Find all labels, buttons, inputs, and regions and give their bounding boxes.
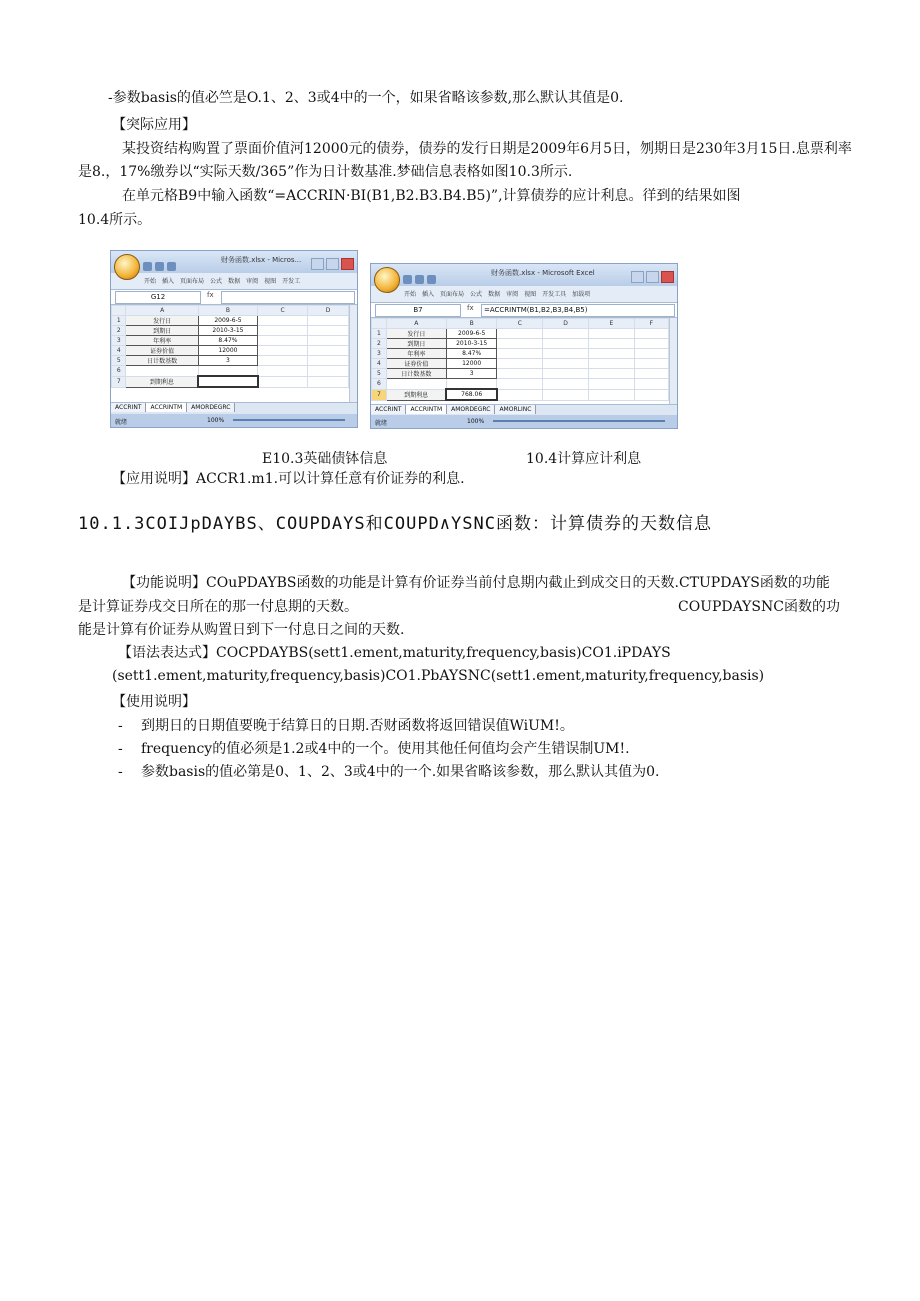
close-icon[interactable]	[661, 271, 674, 283]
close-icon[interactable]	[341, 258, 354, 270]
table-row	[112, 326, 349, 336]
ribbon-tab[interactable]: 视图	[524, 291, 537, 298]
section-label: 【突际应用】	[112, 117, 196, 133]
ribbon-tab[interactable]: 页面布局	[440, 291, 465, 298]
list-item: 到期日的日期值要晚于结算日的日期.否财函数将返回错误值WiUM!。	[141, 718, 574, 734]
cell[interactable]: 到期利息	[126, 376, 198, 387]
bullet-dash: -	[118, 764, 123, 780]
cell[interactable]: 2	[372, 339, 387, 349]
table-row	[372, 349, 669, 359]
cell[interactable]	[308, 366, 349, 377]
table-row	[112, 346, 349, 356]
title-bar	[111, 251, 357, 273]
cell[interactable]: 7	[112, 376, 126, 387]
application-note: 【应用说明】ACCR1.m1.可以计算任意有价证券的利息.	[112, 471, 465, 487]
cell[interactable]	[258, 356, 308, 366]
table-row	[112, 316, 349, 326]
cell[interactable]: 768.06	[446, 389, 496, 400]
cell[interactable]	[497, 359, 543, 369]
cell[interactable]	[497, 339, 543, 349]
cell[interactable]: 证券价值	[126, 346, 198, 356]
cell[interactable]: 2010-3-15	[198, 326, 257, 336]
table-row	[372, 379, 669, 390]
cell[interactable]: 4	[112, 346, 126, 356]
cell[interactable]: 6	[372, 379, 387, 390]
text-line: 10.4所示。	[78, 212, 152, 228]
zoom-slider[interactable]	[493, 420, 665, 422]
ribbon-tab[interactable]: 开发工具	[542, 291, 567, 298]
ribbon-tab[interactable]: 数据	[228, 278, 241, 285]
cell[interactable]: 2009-6-5	[198, 316, 257, 326]
formula-bar	[111, 290, 357, 305]
sheet-tab[interactable]: ACCRINTM	[406, 405, 447, 414]
ribbon-tab[interactable]: 插入	[422, 291, 435, 298]
ribbon-tab[interactable]: 加载项	[572, 291, 591, 298]
cell[interactable]: 8.47%	[446, 349, 496, 359]
sheet-tab[interactable]: ACCRINT	[371, 405, 406, 414]
cell[interactable]	[497, 329, 543, 339]
cell[interactable]: 5	[112, 356, 126, 366]
sheet-tab[interactable]: ACCRINT	[111, 403, 146, 412]
section-heading: 10.1.3COIJpDAYBS、COUPDAYS和COUPD∧YSNC函数：计算债券的天数信息	[78, 514, 712, 534]
cell[interactable]: 到期利息	[386, 389, 446, 400]
cell[interactable]	[634, 359, 668, 369]
cell[interactable]	[634, 349, 668, 359]
cell[interactable]	[634, 329, 668, 339]
cell[interactable]	[589, 369, 635, 379]
cell[interactable]	[446, 379, 496, 390]
table-row	[112, 356, 349, 366]
cell[interactable]	[126, 366, 198, 377]
cell[interactable]: 日计数基数	[386, 369, 446, 379]
fx-icon[interactable]: fx	[207, 291, 214, 299]
sheet-tabs	[111, 402, 357, 413]
cell[interactable]: 年利率	[386, 349, 446, 359]
undo-icon[interactable]	[155, 262, 164, 271]
ribbon-tab[interactable]: 审阅	[246, 278, 259, 285]
undo-icon[interactable]	[415, 275, 424, 284]
cell[interactable]	[543, 379, 589, 390]
cell[interactable]	[589, 329, 635, 339]
cell[interactable]	[258, 346, 308, 356]
cell[interactable]	[258, 336, 308, 346]
sheet-tab[interactable]: AMORDEGRC	[187, 403, 235, 412]
spreadsheet-grid[interactable]: A B C D E F 1 发行日 2009-6-5 2 到期日 2010-3-15 3 年利率 8.47% 4 证券价值 12000 5 日计数基数 3 6 7 到期利息 768.06	[371, 318, 669, 404]
cell[interactable]	[589, 339, 635, 349]
office-button-icon[interactable]	[374, 267, 400, 293]
ribbon-tabs	[111, 273, 357, 290]
figure-caption: E10.3英础债钵信息	[262, 451, 388, 467]
cell[interactable]	[308, 356, 349, 366]
cell[interactable]	[543, 339, 589, 349]
section-label: 【使用说明】	[112, 694, 196, 710]
cell[interactable]: 到期日	[126, 326, 198, 336]
cell[interactable]	[308, 376, 349, 387]
ribbon-tab[interactable]: 审阅	[506, 291, 519, 298]
quick-access-toolbar[interactable]	[403, 269, 463, 281]
zoom-level: 100%	[207, 417, 225, 424]
redo-icon[interactable]	[427, 275, 436, 284]
cell[interactable]: 8.47%	[198, 336, 257, 346]
cell[interactable]	[308, 336, 349, 346]
ribbon-tab[interactable]: 公式	[470, 291, 483, 298]
window-title: 财务函数.xlsx - Microsoft Excel	[491, 269, 595, 277]
sheet-tab[interactable]: AMORLINC	[495, 405, 536, 414]
syntax-line: 【语法表达式】COCPDAYBS(sett1.ement,maturity,frequency,basis)CO1.iPDAYS	[118, 645, 671, 661]
cell[interactable]	[634, 369, 668, 379]
ribbon-tab[interactable]: 公式	[210, 278, 223, 285]
text-line: COUPDAYSNC函数的功	[678, 599, 840, 615]
cell[interactable]	[589, 389, 635, 400]
minimize-icon[interactable]	[311, 258, 324, 270]
table-row	[372, 389, 669, 400]
formula-bar	[371, 303, 677, 318]
ribbon-tab[interactable]: 开始	[404, 291, 417, 298]
cell[interactable]: 年利率	[126, 336, 198, 346]
bullet-dash: -	[118, 741, 123, 757]
cell[interactable]: 5	[372, 369, 387, 379]
window-title: 财务函数.xlsx - Micros...	[221, 256, 302, 264]
maximize-icon[interactable]	[646, 271, 659, 283]
cell[interactable]: 1	[372, 329, 387, 339]
vertical-scrollbar[interactable]	[669, 318, 677, 404]
text-line: 能是计算有价证券从购置日到下一付息日之间的天数.	[78, 622, 405, 638]
sheet-tabs	[371, 404, 677, 415]
cell[interactable]	[308, 326, 349, 336]
cell[interactable]: 2	[112, 326, 126, 336]
cell[interactable]	[543, 329, 589, 339]
cell[interactable]	[634, 339, 668, 349]
minimize-icon[interactable]	[631, 271, 644, 283]
cell[interactable]	[258, 366, 308, 377]
ribbon-tab[interactable]: 开始	[144, 278, 157, 285]
cell[interactable]	[386, 379, 446, 390]
window-controls	[309, 255, 354, 274]
cell[interactable]	[634, 379, 668, 390]
bullet-dash: -	[118, 718, 123, 734]
list-item: 参数basis的值必第是0、1、2、3或4中的一个.如果省略该参数，那么默认其值为0.	[141, 764, 660, 780]
table-row	[112, 366, 349, 377]
redo-icon[interactable]	[167, 262, 176, 271]
table-row	[112, 336, 349, 346]
maximize-icon[interactable]	[326, 258, 339, 270]
cell[interactable]	[543, 369, 589, 379]
excel-window-fig1	[110, 250, 358, 428]
vertical-scrollbar[interactable]	[349, 305, 357, 402]
syntax-line: (sett1.ement,maturity,frequency,basis)CO1.PbAYSNC(sett1.ement,maturity,frequency,basis)	[112, 668, 765, 684]
cell[interactable]	[589, 359, 635, 369]
title-bar	[371, 264, 677, 286]
cell[interactable]: 4	[372, 359, 387, 369]
cell[interactable]	[308, 316, 349, 326]
cell[interactable]: 6	[112, 366, 126, 377]
excel-window-fig2	[370, 263, 678, 429]
cell[interactable]: 2010-3-15	[446, 339, 496, 349]
cell[interactable]: 2009-6-5	[446, 329, 496, 339]
cell[interactable]: 3	[198, 356, 257, 366]
cell[interactable]	[258, 326, 308, 336]
formula-input[interactable]	[221, 291, 355, 304]
cell[interactable]	[258, 376, 308, 387]
name-box[interactable]: G12	[115, 291, 201, 304]
cell[interactable]: 7	[372, 389, 387, 400]
cell[interactable]	[497, 379, 543, 390]
cell[interactable]: 1	[112, 316, 126, 326]
table-row	[372, 369, 669, 379]
sheet-tab[interactable]: AMORDEGRC	[447, 405, 495, 414]
figure-caption: 10.4计算应计利息	[526, 451, 642, 467]
cell[interactable]: 3	[446, 369, 496, 379]
cell[interactable]	[198, 366, 257, 377]
text-line: 是计算证券戌交日所在的那一付息期的天数。	[78, 599, 358, 615]
ribbon-tab[interactable]: 页面布局	[180, 278, 205, 285]
table-row	[372, 359, 669, 369]
zoom-slider[interactable]	[233, 419, 345, 421]
save-icon[interactable]	[143, 262, 152, 271]
table-row	[372, 329, 669, 339]
cell[interactable]: 12000	[198, 346, 257, 356]
cell[interactable]	[634, 389, 668, 400]
formula-input[interactable]: =ACCRINTM(B1,B2,B3,B4,B5)	[481, 304, 675, 317]
text-line: 某投资结构购置了票面价值河12000元的债券，债券的发行日期是2009年6月5日，刎期日是230年3月15日.息票利率	[122, 141, 852, 157]
window-controls	[629, 268, 674, 287]
office-button-icon[interactable]	[114, 254, 140, 280]
cell[interactable]: 12000	[446, 359, 496, 369]
ribbon-tabs	[371, 286, 677, 303]
status-text: 就绪	[115, 419, 128, 426]
cell[interactable]	[497, 389, 543, 400]
cell[interactable]	[589, 349, 635, 359]
text-line: 【功能说明】COuPDAYBS函数的功能是计算有价证券当前付息期内截止到成交日的天数.CTUPDAYS函数的功能	[122, 575, 830, 591]
cell[interactable]: 日计数基数	[126, 356, 198, 366]
table-row	[372, 339, 669, 349]
quick-access-toolbar[interactable]	[143, 256, 203, 268]
ribbon-tab[interactable]: 数据	[488, 291, 501, 298]
text-line: 在单元格B9中输入函数“=ACCRIN·BI(B1,B2.B3.B4.B5)”,计算债券的应计利息。徉到的结果如图	[122, 188, 741, 204]
text-line: 是8.，17%缴券以“实际天数/365”作为日计数基准.梦础信息表格如图10.3所示.	[78, 164, 573, 180]
status-bar	[111, 414, 357, 427]
cell[interactable]	[308, 346, 349, 356]
cell[interactable]	[258, 316, 308, 326]
cell[interactable]	[198, 376, 257, 387]
cell[interactable]: 3	[372, 349, 387, 359]
ribbon-tab[interactable]: 开发工	[282, 278, 301, 285]
sheet-tab[interactable]: ACCRINTM	[146, 403, 187, 412]
cell[interactable]	[543, 359, 589, 369]
cell[interactable]	[543, 389, 589, 400]
ribbon-tab[interactable]: 视图	[264, 278, 277, 285]
status-bar	[371, 415, 677, 428]
fx-icon[interactable]: fx	[467, 304, 474, 312]
cell[interactable]	[497, 369, 543, 379]
ribbon-tab[interactable]: 插入	[162, 278, 175, 285]
cell[interactable]	[589, 379, 635, 390]
name-box[interactable]: B7	[375, 304, 461, 317]
cell[interactable]: 证券价值	[386, 359, 446, 369]
save-icon[interactable]	[403, 275, 412, 284]
zoom-level: 100%	[467, 418, 485, 425]
cell[interactable]	[497, 349, 543, 359]
cell[interactable]	[543, 349, 589, 359]
status-text: 就绪	[375, 420, 388, 427]
list-item: frequency的值必须是1.2或4中的一个。使用其他任何值均会产生错误制UM!.	[141, 741, 630, 757]
cell[interactable]: 3	[112, 336, 126, 346]
cell[interactable]: 发行日	[126, 316, 198, 326]
cell[interactable]: 到期日	[386, 339, 446, 349]
cell[interactable]: 发行日	[386, 329, 446, 339]
spreadsheet-grid[interactable]: A B C D 1 发行日 2009-6-5 2 到期日 2010-3-15 3 年利率 8.47% 4 证券价值 12000 5 日计数基数 3 6 7 到期利息	[111, 305, 349, 402]
table-row	[112, 376, 349, 387]
text-line: -参数basis的值必竺是O.1、2、3或4中的一个，如果省略该参数,那么默认其值是0.	[108, 90, 624, 106]
